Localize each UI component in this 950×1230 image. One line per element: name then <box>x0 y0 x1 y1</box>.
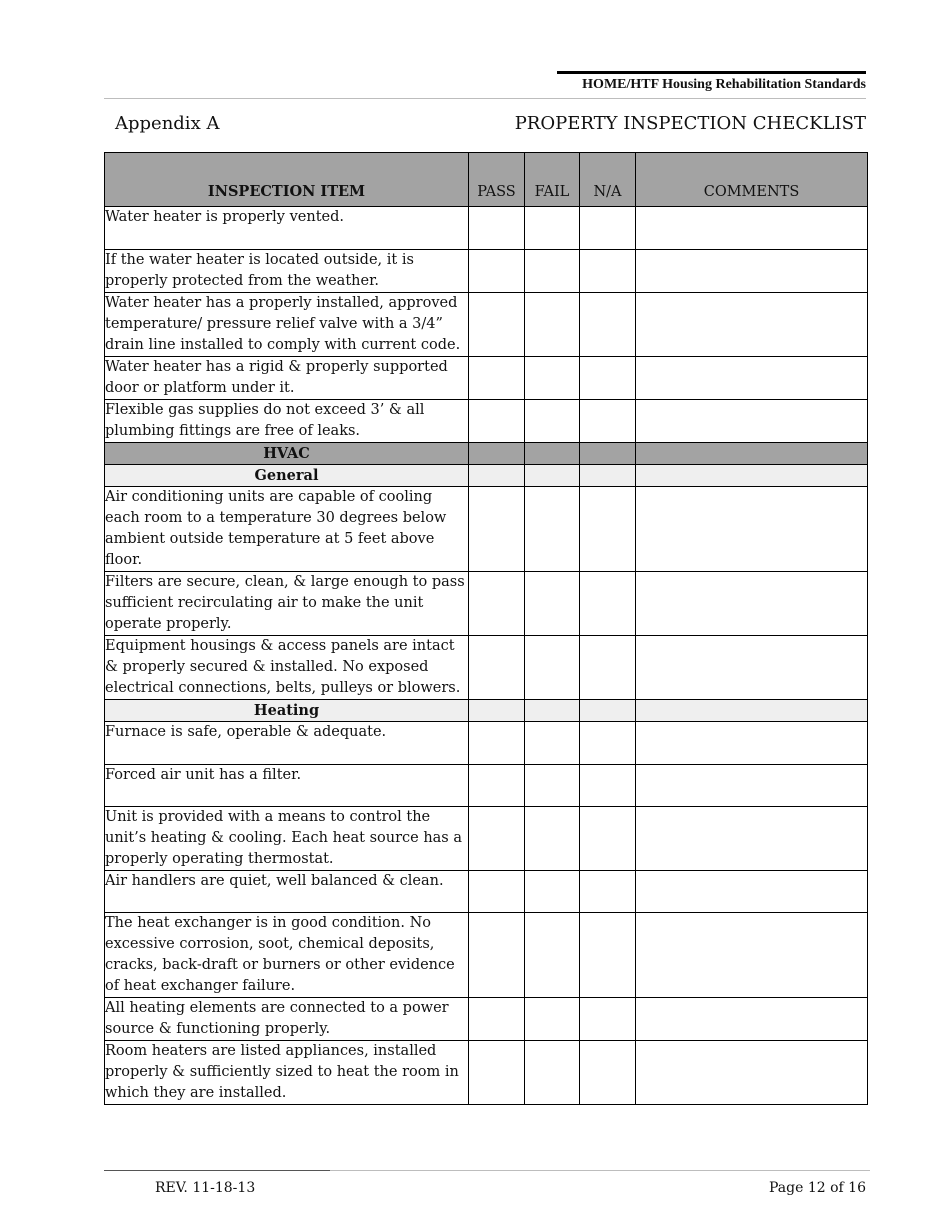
table-row <box>105 722 868 765</box>
fail-cell[interactable] <box>525 636 580 700</box>
table-row <box>105 807 868 871</box>
revision-label: REV. 11-18-13 <box>155 1180 256 1196</box>
subsection-header-row <box>105 700 868 722</box>
pass-cell[interactable] <box>469 293 525 357</box>
column-header-na: N/A <box>580 153 636 207</box>
inspection-item-text: All heating elements are connected to a power source & functioning properly. <box>105 998 469 1041</box>
fail-cell <box>525 700 580 722</box>
na-cell[interactable] <box>580 400 636 443</box>
fail-cell[interactable] <box>525 913 580 998</box>
column-header-comments: COMMENTS <box>636 153 868 207</box>
table-header-row <box>105 153 868 207</box>
section-label: Heating <box>105 700 469 722</box>
subsection-header-row <box>105 465 868 487</box>
comments-cell[interactable] <box>636 636 868 700</box>
table-body <box>105 207 868 1105</box>
table-row <box>105 871 868 913</box>
pass-cell <box>469 443 525 465</box>
section-label: HVAC <box>105 443 469 465</box>
pass-cell[interactable] <box>469 871 525 913</box>
fail-cell[interactable] <box>525 807 580 871</box>
na-cell[interactable] <box>580 871 636 913</box>
pass-cell[interactable] <box>469 722 525 765</box>
fail-cell[interactable] <box>525 871 580 913</box>
inspection-item-text: Equipment housings & access panels are intact & properly secured & installed. No exposed electrical connections, belts, pulleys or blowers. <box>105 636 469 700</box>
inspection-item-text: Air conditioning units are capable of cooling each room to a temperature 30 degrees below ambient outside temperature at 5 feet above floor. <box>105 487 469 572</box>
na-cell[interactable] <box>580 357 636 400</box>
table-row <box>105 572 868 636</box>
comments-cell[interactable] <box>636 998 868 1041</box>
fail-cell[interactable] <box>525 207 580 250</box>
na-cell <box>580 443 636 465</box>
table-row <box>105 293 868 357</box>
fail-cell[interactable] <box>525 357 580 400</box>
comments-cell <box>636 443 868 465</box>
column-header-inspection-item: INSPECTION ITEM <box>105 153 469 207</box>
pass-cell[interactable] <box>469 357 525 400</box>
pass-cell[interactable] <box>469 487 525 572</box>
table-row <box>105 487 868 572</box>
pass-cell[interactable] <box>469 913 525 998</box>
na-cell <box>580 700 636 722</box>
comments-cell <box>636 700 868 722</box>
column-header-pass: PASS <box>469 153 525 207</box>
table-row <box>105 207 868 250</box>
pass-cell[interactable] <box>469 807 525 871</box>
na-cell[interactable] <box>580 572 636 636</box>
comments-cell[interactable] <box>636 871 868 913</box>
page-number: Page 12 of 16 <box>769 1180 866 1196</box>
comments-cell[interactable] <box>636 572 868 636</box>
pass-cell[interactable] <box>469 765 525 807</box>
comments-cell <box>636 465 868 487</box>
header-rule <box>557 71 866 74</box>
na-cell[interactable] <box>580 765 636 807</box>
footer-divider-accent <box>104 1170 330 1171</box>
appendix-label: Appendix A <box>115 113 220 134</box>
comments-cell[interactable] <box>636 400 868 443</box>
inspection-item-text: Water heater is properly vented. <box>105 207 469 250</box>
na-cell <box>580 465 636 487</box>
page-title: PROPERTY INSPECTION CHECKLIST <box>514 113 866 134</box>
pass-cell[interactable] <box>469 250 525 293</box>
inspection-item-text: If the water heater is located outside, it is properly protected from the weather. <box>105 250 469 293</box>
comments-cell[interactable] <box>636 807 868 871</box>
fail-cell[interactable] <box>525 998 580 1041</box>
comments-cell[interactable] <box>636 293 868 357</box>
comments-cell[interactable] <box>636 207 868 250</box>
na-cell[interactable] <box>580 807 636 871</box>
inspection-item-text: Flexible gas supplies do not exceed 3’ & all plumbing fittings are free of leaks. <box>105 400 469 443</box>
na-cell[interactable] <box>580 998 636 1041</box>
comments-cell[interactable] <box>636 765 868 807</box>
table-row <box>105 913 868 998</box>
fail-cell[interactable] <box>525 293 580 357</box>
pass-cell[interactable] <box>469 1041 525 1105</box>
pass-cell[interactable] <box>469 207 525 250</box>
pass-cell[interactable] <box>469 636 525 700</box>
na-cell[interactable] <box>580 1041 636 1105</box>
column-header-fail: FAIL <box>525 153 580 207</box>
inspection-item-text: Filters are secure, clean, & large enough to pass sufficient recirculating air to make the unit operate properly. <box>105 572 469 636</box>
inspection-item-text: Air handlers are quiet, well balanced & clean. <box>105 871 469 913</box>
pass-cell <box>469 700 525 722</box>
pass-cell <box>469 465 525 487</box>
table-row <box>105 765 868 807</box>
na-cell[interactable] <box>580 487 636 572</box>
inspection-item-text: Water heater has a properly installed, approved temperature/ pressure relief valve with a 3/4” drain line installed to comply with current code. <box>105 293 469 357</box>
fail-cell <box>525 443 580 465</box>
table-row <box>105 400 868 443</box>
comments-cell[interactable] <box>636 487 868 572</box>
pass-cell[interactable] <box>469 998 525 1041</box>
header-divider <box>104 98 866 99</box>
pass-cell[interactable] <box>469 572 525 636</box>
header-title: HOME/HTF Housing Rehabilitation Standards <box>582 77 866 92</box>
na-cell[interactable] <box>580 636 636 700</box>
pass-cell[interactable] <box>469 400 525 443</box>
na-cell[interactable] <box>580 913 636 998</box>
inspection-item-text: Furnace is safe, operable & adequate. <box>105 722 469 765</box>
comments-cell[interactable] <box>636 913 868 998</box>
inspection-item-text: Forced air unit has a filter. <box>105 765 469 807</box>
fail-cell[interactable] <box>525 487 580 572</box>
table-row <box>105 636 868 700</box>
table-row <box>105 357 868 400</box>
inspection-item-text: Unit is provided with a means to control the unit’s heating & cooling. Each heat source has a properly operating thermostat. <box>105 807 469 871</box>
fail-cell[interactable] <box>525 400 580 443</box>
inspection-checklist-table <box>104 152 868 1105</box>
fail-cell[interactable] <box>525 765 580 807</box>
na-cell[interactable] <box>580 207 636 250</box>
fail-cell <box>525 465 580 487</box>
table-row <box>105 998 868 1041</box>
comments-cell[interactable] <box>636 250 868 293</box>
inspection-item-text: Room heaters are listed appliances, installed properly & sufficiently sized to heat the room in which they are installed. <box>105 1041 469 1105</box>
section-header-row <box>105 443 868 465</box>
fail-cell[interactable] <box>525 250 580 293</box>
section-label: General <box>105 465 469 487</box>
na-cell[interactable] <box>580 250 636 293</box>
fail-cell[interactable] <box>525 572 580 636</box>
comments-cell[interactable] <box>636 1041 868 1105</box>
fail-cell[interactable] <box>525 722 580 765</box>
table-row <box>105 1041 868 1105</box>
comments-cell[interactable] <box>636 357 868 400</box>
inspection-item-text: The heat exchanger is in good condition. No excessive corrosion, soot, chemical deposits, cracks, back-draft or burners or other evidence of heat exchanger failure. <box>105 913 469 998</box>
comments-cell[interactable] <box>636 722 868 765</box>
na-cell[interactable] <box>580 722 636 765</box>
na-cell[interactable] <box>580 293 636 357</box>
table-row <box>105 250 868 293</box>
fail-cell[interactable] <box>525 1041 580 1105</box>
inspection-item-text: Water heater has a rigid & properly supported door or platform under it. <box>105 357 469 400</box>
